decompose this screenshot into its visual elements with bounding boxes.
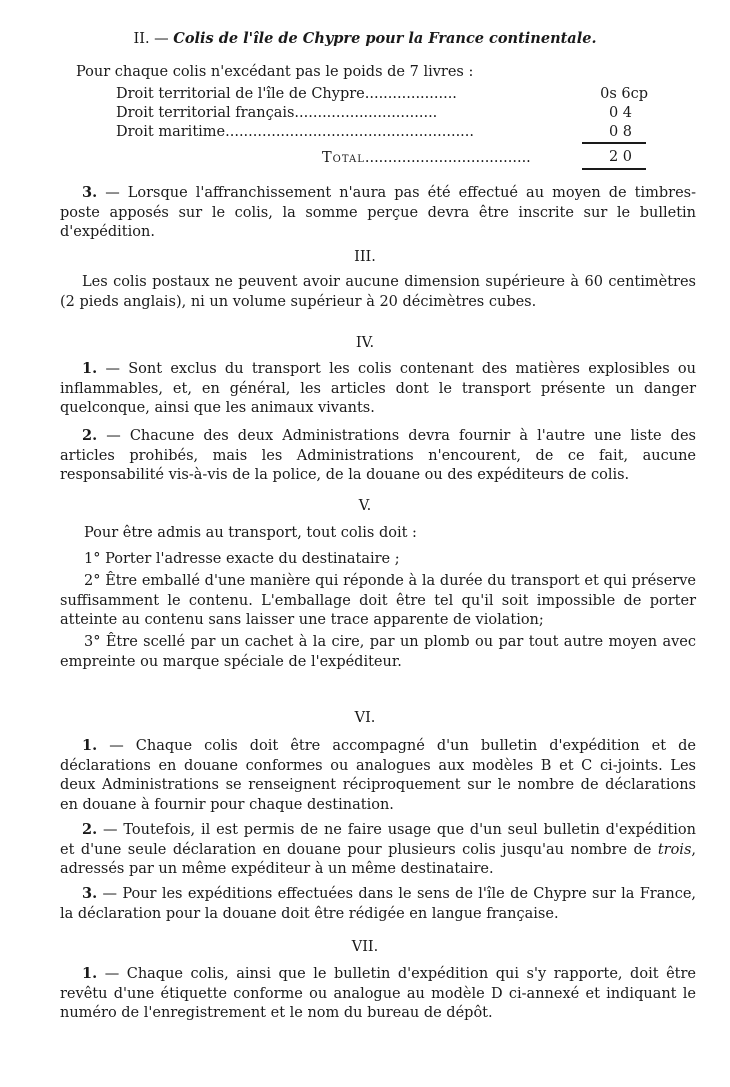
paragraph-text: — Lorsque l'affranchissement n'aura pas été effectué au moyen de timbres-poste apposés sur le colis, la somme perçue devra être inscrite sur le bulletin d'expédition. bbox=[60, 185, 696, 240]
paragraph-emphasis: trois bbox=[657, 841, 692, 858]
paragraph-text-end: , adressés par un même expéditeur à un même destinataire. bbox=[60, 841, 696, 877]
section-v-title: V. bbox=[358, 498, 372, 514]
paragraph-number: 1. bbox=[82, 965, 98, 982]
total-label: Total bbox=[322, 150, 365, 166]
section-iv-paragraph-2 bbox=[60, 426, 696, 486]
section-iii-paragraph: Les colis postaux ne peuvent avoir aucune dimension supérieure à 60 centimètres (2 pieds anglais), ni un volume supérieur à 20 décimètres cubes. bbox=[60, 274, 696, 310]
paragraph-number: 1. bbox=[82, 737, 98, 754]
section-vi-paragraph-2 bbox=[60, 820, 696, 880]
fee-value-maritime: 0 8 bbox=[608, 124, 632, 140]
paragraph-number: 1. bbox=[82, 360, 98, 377]
total-rule-top bbox=[582, 142, 646, 144]
section-vi-paragraph-3 bbox=[60, 884, 696, 924]
paragraph-text: — Chaque colis, ainsi que le bulletin d'expédition qui s'y rapporte, doit être revêtu d'une étiquette conforme ou analogue au modèle D ci-annexé et indiquant le numéro de l'enregistrement et le nom du bureau de dépôt. bbox=[60, 966, 696, 1021]
paragraph-number: 3. bbox=[82, 885, 98, 902]
fee-label-francais: Droit territorial français............................... bbox=[116, 105, 438, 121]
section-ii-number: II. — bbox=[133, 31, 174, 47]
total-rule-bottom bbox=[582, 168, 646, 170]
section-v-item-3: 3° Être scellé par un cachet à la cire, par un plomb ou par tout autre moyen avec empreinte ou marque spéciale de l'expéditeur. bbox=[60, 634, 696, 670]
section-v-item-2: 2° Être emballé d'une manière qui réponde à la durée du transport et qui préserve suffisamment le contenu. L'emballage doit être tel qu'il soit impossible de porter atteinte au contenu sans laisser une trace apparente de violation; bbox=[60, 573, 696, 628]
paragraph-text: — Toutefois, il est permis de ne faire usage que d'un seul bulletin d'expédition et d'une seule déclaration en douane pour plusieurs colis jusqu'au nombre de bbox=[60, 822, 696, 858]
section-ii-title: Colis de l'île de Chypre pour la France continentale. bbox=[173, 30, 597, 47]
total-dots: .................................... bbox=[364, 150, 531, 166]
total-row bbox=[322, 149, 531, 167]
section-ii-paragraph-3 bbox=[60, 183, 696, 243]
paragraph-text: — Chaque colis doit être accompagné d'un bulletin d'expédition et de déclarations en douane conformes ou analogues aux modèles B et C ci-joints. Les deux Administrations se renseignent réciproquement sur le nombre de déclarations en douane à fournir pour chaque destination. bbox=[60, 738, 697, 813]
section-vii-paragraph-1 bbox=[60, 964, 696, 1024]
section-vii-title: VII. bbox=[351, 939, 379, 955]
section-v-item-1: 1° Porter l'adresse exacte du destinataire ; bbox=[84, 551, 400, 567]
fee-label-chypre: Droit territorial de l'île de Chypre.................... bbox=[116, 86, 457, 102]
section-iii-title: III. bbox=[354, 249, 376, 265]
section-ii-intro: Pour chaque colis n'excédant pas le poids de 7 livres : bbox=[76, 64, 474, 80]
section-iv-paragraph-1 bbox=[60, 359, 696, 419]
paragraph-number: 3. bbox=[82, 184, 98, 201]
paragraph-text: — Sont exclus du transport les colis contenant des matières explosibles ou inflammables, et, en général, les articles dont le transport présente un danger quelconque, ainsi que les animaux vivants. bbox=[60, 361, 696, 416]
fee-value-chypre: 0s 6cp bbox=[600, 86, 648, 102]
section-iv-title: IV. bbox=[355, 335, 375, 351]
paragraph-text: — Chacune des deux Administrations devra fournir à l'autre une liste des articles prohibés, mais les Administrations n'encourent, de ce fait, aucune responsabilité vis-à-vis de la police, de la douane ou des expéditeurs de colis. bbox=[60, 428, 696, 483]
total-value: 2 0 bbox=[608, 149, 632, 165]
fee-value-francais: 0 4 bbox=[608, 105, 632, 121]
fee-label-maritime: Droit maritime...................................................... bbox=[116, 124, 475, 140]
paragraph-number: 2. bbox=[82, 821, 98, 838]
section-v-intro: Pour être admis au transport, tout colis doit : bbox=[84, 525, 417, 541]
section-ii-heading bbox=[0, 30, 730, 47]
section-vi-title: VI. bbox=[354, 710, 376, 726]
section-vi-paragraph-1 bbox=[60, 736, 696, 815]
paragraph-text: — Pour les expéditions effectuées dans le sens de l'île de Chypre sur la France, la déclaration pour la douane doit être rédigée en langue française. bbox=[60, 886, 697, 922]
paragraph-number: 2. bbox=[82, 427, 98, 444]
